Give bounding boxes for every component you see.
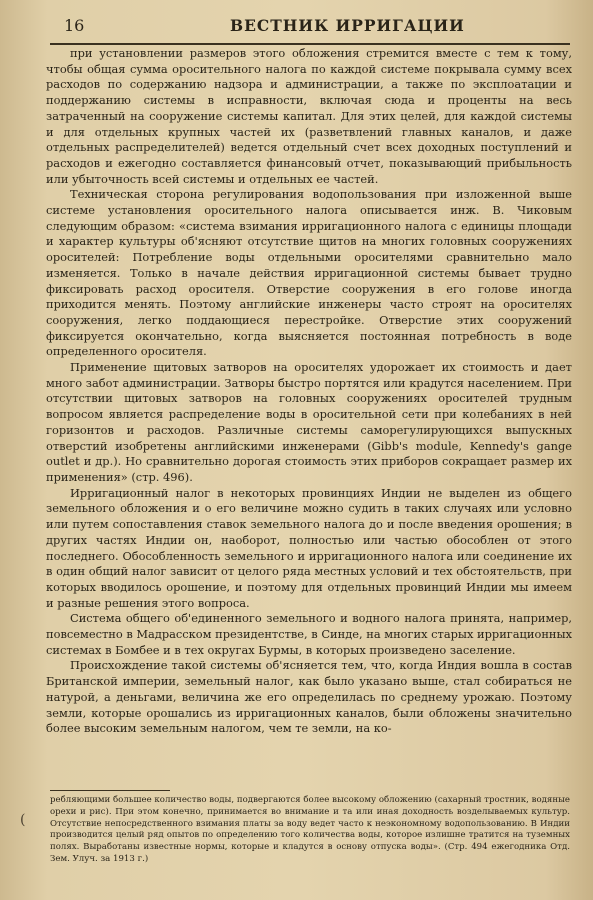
body-text (46, 46, 572, 737)
footnote: ребляющими большее количество воды, подвергаются более высокому обложению (сахарный тростник, водяные орехи и рис). При этом конечно, принимается во внимание и та или иная доходность возделываемых культур. Отсутствие непосредственного взимания платы за воду ведет часто к неэкономному водопользованию. В Индии производится целый ряд опытов по определению того количества воды, которое излишне тратится на туземных полях. Выработаны известные нормы, которые и кладутся в основу отпуска воды». (Стр. 494 ежегодника Отд. Зем. Улуч. за 1913 г.) (50, 795, 570, 864)
paragraph-2: Техническая сторона регулирования водопользования при изложенной выше системе установления оросительного налога описывается инж. В. Чиковым следующим образом: «система взимания ирригационного налога с единицы площади и характер культуры об'ясняют отсутствие щитов на многих головных сооружениях оросителей: Потребление воды отдельными оросителями сравнительно мало изменяется. Только в начале действия ирригационной системы бывает трудно фиксировать расход оросителя. Отверстие сооружения в его голове иногда приходится менять. Поэтому английские инженеры часто строят на оросителях сооружения, легко поддающиеся перестройке. Отверстие этих сооружений фиксируется окончательно, когда выясняется постоянная потребность в воде определенного оросителя. (46, 187, 572, 359)
paragraph-5: Система общего об'единенного земельного и водного налога принята, например, повсеместно в Мадрасском президентстве, в Синде, на многих старых ирригационных системах в Бомбее и в тех округах Бурмы, в которых произведено заселение. (46, 611, 572, 657)
paragraph-4: Ирригационный налог в некоторых провинциях Индии не выделен из общего земельного обложения и о его величине можно судить в таких случаях или условно или путем сопоставления ставок земельного налога до и после введения орошения; в других частях Индии он, наоборот, полностью или частью обособлен от этого последнего. Обособленность земельного и ирригационного налога или соединение их в один общий налог зависит от целого ряда местных условий и тех обстоятельств, при которых вводилось орошение, и поэтому для отдельных провинций Индии мы имеем и разные решения этого вопроса. (46, 485, 572, 610)
paragraph-3: Применение щитовых затворов на оросителях удорожает их стоимость и дает много забот администрации. Затворы быстро портятся или крадутся населением. При отсутствии щитовых затворов на головных сооружениях оросителей трудным вопросом является распределение воды в оросительной сети при колебаниях в ней горизонтов и расходов. Различные системы саморегулирующихся выпускных отверстий изобретены английскими инженерами (Gibb's module, Kennedy's gange outlet и др.). Но сравнительно дорогая стоимость этих приборов сокращает размер их применения» (стр. 496). (46, 360, 572, 484)
footnote-rule (50, 790, 170, 791)
header-rule (50, 43, 570, 45)
page-number: 16 (64, 16, 85, 35)
running-header (0, 12, 593, 42)
paragraph-1: при установлении размеров этого обложения стремится вместе с тем к тому, чтобы общая сумма оросительного налога по каждой системе покрывала сумму всех расходов по содержанию надзора и администрации, а также по эксплоатации и поддержанию системы в исправности, включая сюда и проценты на весь затраченный на сооружение системы капитал. Для этих целей, для каждой системы и для отдельных крупных частей их (разветвлений главных каналов, и даже отдельных распределителей) ведется отдельный счет всех доходных поступлений и расходов и ежегодно составляется финансовый отчет, показывающий прибыльность или убыточность всей системы и отдельных ее частей. (46, 46, 572, 186)
margin-mark: ( (20, 812, 26, 828)
paragraph-6: Происхождение такой системы об'ясняется тем, что, когда Индия вошла в состав Британской империи, земельный налог, как было указано выше, стал собираться не натурой, а деньгами, величина же его определилась по среднему урожаю. Поэтому земли, которые орошались из ирригационных каналов, были обложены значительно более высоким земельным налогом, чем те земли, на ко- (46, 658, 572, 736)
running-title: ВЕСТНИК ИРРИГАЦИИ (230, 16, 465, 35)
